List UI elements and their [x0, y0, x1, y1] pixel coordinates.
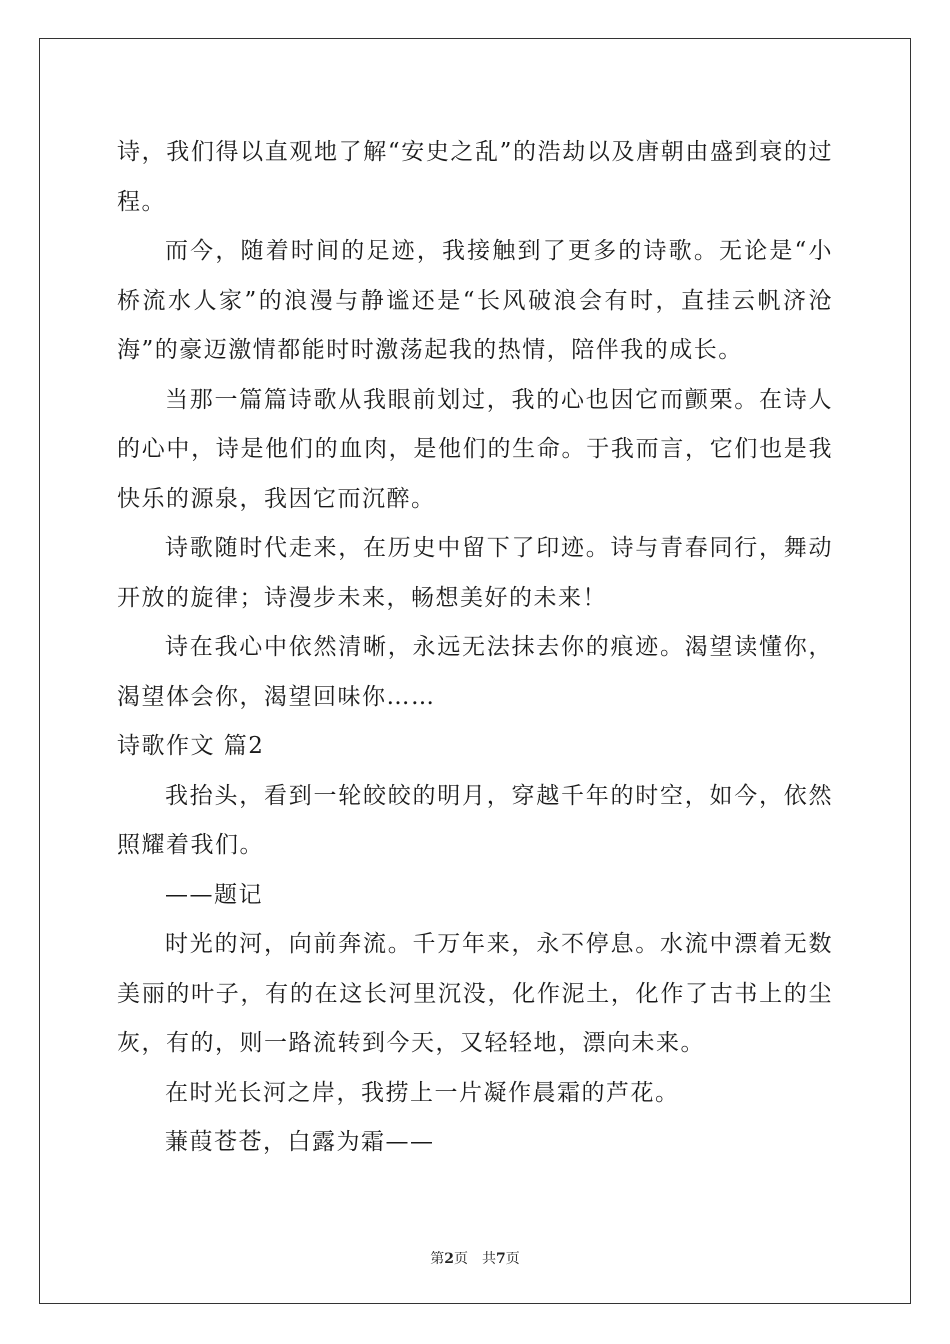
- paragraph-2: 而今，随着时间的足迹，我接触到了更多的诗歌。无论是“小桥流水人家”的浪漫与静谧还是“长风破浪会有时，直挂云帆济沧海”的豪迈激情都能时时激荡起我的热情，陪伴我的成长。: [117, 238, 833, 363]
- document-body: [117, 128, 833, 1168]
- paragraph-5: 诗在我心中依然清晰，永远无法抹去你的痕迹。渴望读懂你，渴望体会你，渴望回味你……: [117, 634, 833, 710]
- paragraph-7: 时光的河，向前奔流。千万年来，永不停息。水流中漂着无数美丽的叶子，有的在这长河里沉没，化作泥土，化作了古书上的尘灰，有的，则一路流转到今天，又轻轻地，漂向未来。: [117, 931, 833, 1056]
- paragraph-3: 当那一篇篇诗歌从我眼前划过，我的心也因它而颤栗。在诗人的心中，诗是他们的血肉，是他们的生命。于我而言，它们也是我快乐的源泉，我因它而沉醉。: [117, 386, 833, 512]
- epigraph-attribution: ——题记: [165, 881, 263, 908]
- paragraph-6: 我抬头，看到一轮皎皎的明月，穿越千年的时空，如今，依然照耀着我们。: [117, 782, 833, 858]
- page-number: 第2页: [430, 1251, 468, 1267]
- paragraph-9: 蒹葭苍苍，白露为霜——: [165, 1129, 435, 1155]
- paragraph-4: 诗歌随时代走来，在历史中留下了印迹。诗与青春同行，舞动开放的旋律；诗漫步未来，畅想美好的未来！: [117, 535, 833, 611]
- paragraph-8: 在时光长河之岸，我捞上一片凝作晨霜的芦花。: [165, 1079, 680, 1106]
- page-footer: [0, 1248, 950, 1268]
- section-heading: 诗歌作文 篇2: [117, 733, 265, 759]
- page-total: 共7页: [482, 1251, 520, 1267]
- paragraph-1: 诗，我们得以直观地了解“安史之乱”的浩劫以及唐朝由盛到衰的过程。: [117, 139, 833, 215]
